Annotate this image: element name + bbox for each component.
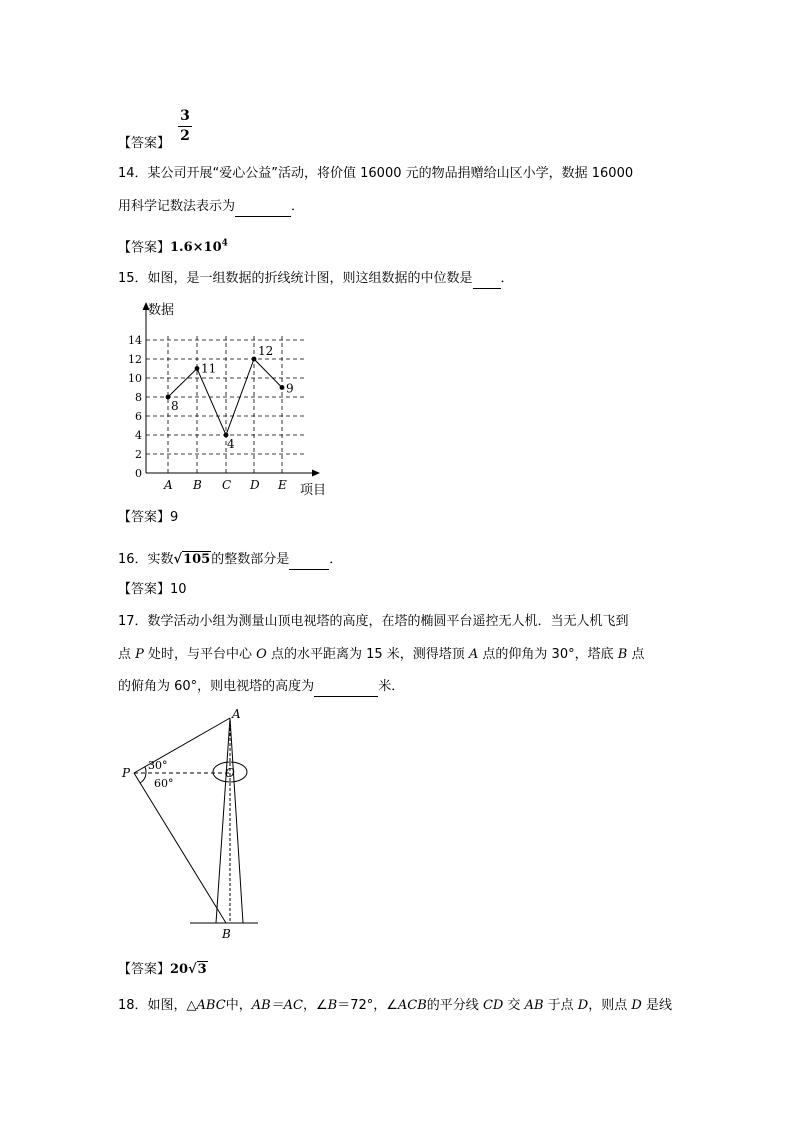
segment-cd-label: CD xyxy=(482,998,504,1013)
q16-end: ． xyxy=(329,552,343,567)
x-tick-label: A xyxy=(164,478,173,492)
equality: AB＝AC xyxy=(251,998,303,1013)
answer-label: 【答案】 xyxy=(118,136,171,151)
radicand: 3 xyxy=(197,962,207,977)
data-label: 8 xyxy=(171,399,179,413)
x-axis-arrow xyxy=(312,470,320,477)
q17-text: 点的水平距离为 15 米，测得塔顶 xyxy=(266,647,469,662)
angle-60-arc xyxy=(140,773,146,783)
point-b-label: B xyxy=(617,647,628,662)
x-axis-title: 项目 xyxy=(300,483,327,498)
angle-acb-label: ACB xyxy=(397,998,427,1013)
answer-label: 【答案】 xyxy=(118,240,171,256)
data-point xyxy=(280,385,285,390)
data-point xyxy=(195,366,200,371)
q18-text: ，则点 xyxy=(588,998,632,1013)
point-d-label: D xyxy=(577,998,589,1013)
y-tick-label: 14 xyxy=(128,334,142,347)
q17-text: 的俯角为 60°，则电视塔的高度为 xyxy=(118,679,315,694)
q14-answer-row xyxy=(118,234,228,258)
fig-label-30: 30° xyxy=(148,759,168,772)
answer-blank xyxy=(235,202,291,217)
q15-end: ． xyxy=(500,271,514,286)
q14-line2 xyxy=(118,197,304,217)
fraction-denominator: 2 xyxy=(180,128,190,144)
answer-coefficient: 20 xyxy=(170,962,189,977)
answer-value: 10 xyxy=(170,582,187,597)
line-chart xyxy=(120,296,340,500)
answer-label: 【答案】 xyxy=(118,582,171,597)
tower-left-edge xyxy=(216,718,230,923)
answer-value xyxy=(170,961,208,977)
q17-end: 米． xyxy=(378,679,405,694)
fig-label-b: B xyxy=(222,927,231,941)
q16-line xyxy=(118,550,342,570)
answer-label: 【答案】 xyxy=(118,510,171,525)
q14-line1: 14．某公司开展“爱心公益”活动，将价值 16000 元的物品捐赠给山区小学，数据 16000 xyxy=(118,166,634,181)
y-axis-title: 数据 xyxy=(148,303,175,318)
data-label: 9 xyxy=(286,381,294,396)
q15-text: 15．如图，是一组数据的折线统计图，则这组数据的中位数是 xyxy=(118,271,473,286)
data-label: 4 xyxy=(227,437,235,451)
x-tick-label: B xyxy=(193,478,202,492)
y-tick-label: 10 xyxy=(128,372,142,385)
q18-text: 于点 xyxy=(543,998,578,1013)
q18-text: 18．如图，△ xyxy=(118,998,197,1013)
q14-line2-text: 用科学记数法表示为 xyxy=(118,199,236,214)
y-tick-label: 12 xyxy=(128,353,142,366)
answer-exponent: 4 xyxy=(221,239,228,249)
q18-text: 的平分线 xyxy=(426,998,483,1013)
answer-blank xyxy=(473,274,501,289)
q18-text: 中， xyxy=(225,998,252,1013)
data-label: 12 xyxy=(258,344,274,358)
q18-line1 xyxy=(118,996,672,1016)
point-d-label: D xyxy=(631,998,642,1013)
answer-value: 9 xyxy=(170,510,179,525)
q17-line1: 17．数学活动小组为测量山顶电视塔的高度，在塔的椭圆平台遥控无人机．当无人机飞到 xyxy=(118,614,629,629)
answer-label: 【答案】 xyxy=(118,962,171,977)
answer-blank xyxy=(314,682,378,697)
angle-30-arc xyxy=(145,767,146,773)
point-a-label: A xyxy=(468,647,479,662)
y-tick-label: 0 xyxy=(135,467,142,480)
sqrt-expression xyxy=(174,550,212,570)
point-o-label: O xyxy=(256,647,267,662)
q17-text: 处时，与平台中心 xyxy=(143,647,257,662)
chart-labels xyxy=(128,302,326,498)
fig-label-a: A xyxy=(232,707,241,721)
fig-label-p: P xyxy=(122,766,131,780)
x-tick-label: D xyxy=(250,478,260,492)
q17-text: 点 xyxy=(118,647,136,662)
q16-text: 16．实数 xyxy=(118,552,174,567)
q18-text: ，∠ xyxy=(302,998,328,1013)
q18-text: ＝72°，∠ xyxy=(337,998,398,1013)
q13-answer-row xyxy=(118,134,170,154)
q17-text: 点 xyxy=(627,647,645,662)
x-tick-label: E xyxy=(278,478,287,492)
q18-text: 是线 xyxy=(641,998,672,1013)
triangle-label: ABC xyxy=(196,998,226,1013)
q17-answer-row xyxy=(118,960,208,980)
q16-text-2: 的整数部分是 xyxy=(211,552,290,567)
answer-fraction xyxy=(178,108,192,150)
answer-base: 1.6×10 xyxy=(170,240,222,256)
answer-blank xyxy=(289,555,329,570)
q14-line2-end: ． xyxy=(291,199,305,214)
point-p-label: P xyxy=(135,647,144,662)
q18-text: 交 xyxy=(503,998,525,1013)
fig-label-60: 60° xyxy=(154,777,174,790)
x-tick-label: C xyxy=(222,478,232,492)
fig-label-o: O xyxy=(225,766,235,780)
chart-grid xyxy=(146,336,306,473)
fraction-numerator: 3 xyxy=(180,108,190,124)
q16-answer-row xyxy=(118,580,187,600)
segment-ab-label: AB xyxy=(524,998,544,1013)
radical-sign: √ xyxy=(173,552,183,567)
q15-answer-row xyxy=(118,508,178,528)
q17-line2 xyxy=(118,645,644,665)
radicand: 105 xyxy=(183,552,211,567)
q15-line1 xyxy=(118,269,514,289)
y-tick-label: 4 xyxy=(135,429,142,442)
answer-value xyxy=(170,240,228,255)
angle-b-label: B xyxy=(327,998,338,1013)
data-label: 11 xyxy=(201,361,217,376)
tower-right-edge xyxy=(230,718,243,923)
data-point xyxy=(252,357,257,362)
data-point xyxy=(166,395,171,400)
y-tick-label: 2 xyxy=(135,448,142,461)
line-pb xyxy=(134,773,226,923)
radical-sign: √ xyxy=(188,962,197,977)
y-tick-label: 8 xyxy=(135,391,142,404)
q17-text: 点的仰角为 30°，塔底 xyxy=(478,647,618,662)
y-tick-label: 6 xyxy=(135,410,142,423)
tower-diagram xyxy=(118,706,268,944)
q17-line3 xyxy=(118,677,404,697)
